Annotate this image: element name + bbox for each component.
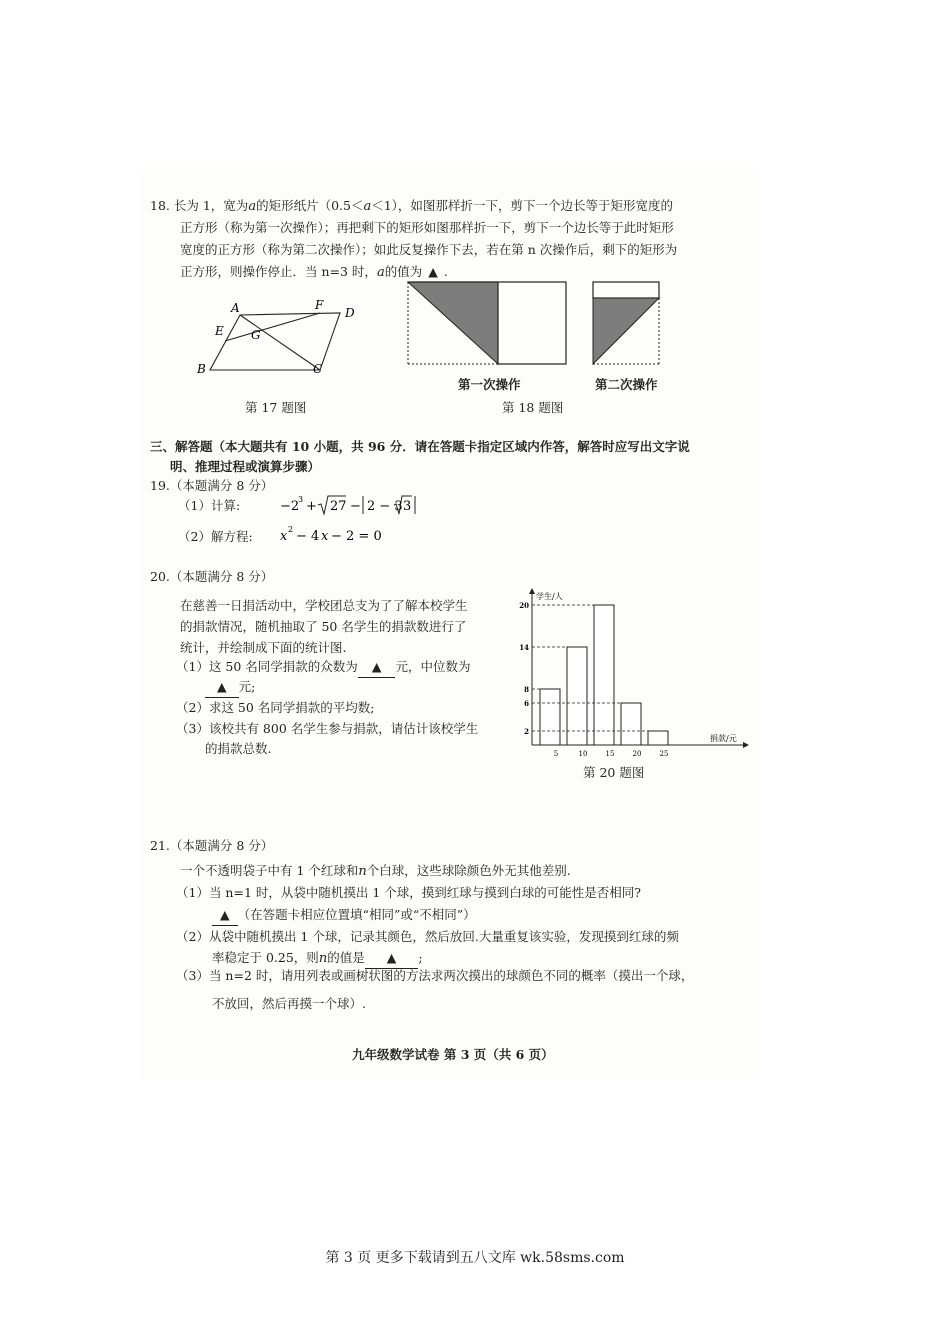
q18-line3: 宽度的正方形（称为第二次操作）；如此反复操作下去，若在第 n 次操作后，剩下的矩形为 [180,242,678,257]
svg-text:−2: −2 [280,499,300,514]
svg-text:2: 2 [288,525,294,534]
section3-line2: 明、推理过程或演算步骤） [170,459,321,474]
bar-25 [648,731,668,745]
q18-line4: 正方形，则操作停止．当 n=3 时，a的值为 ▲ . [180,262,448,283]
q20-part1: （1）这 50 名同学捐款的众数为 ▲ 元，中位数为 [176,657,470,678]
answer-blank: ▲ [422,262,444,283]
q20-intro1: 在慈善一日捐活动中，学校团总支为了了解本校学生 [180,598,468,613]
y-tick-label: 6 [524,699,529,708]
answer-blank: ▲ [358,657,396,678]
figure-18 [400,278,675,373]
q19-part1-label: （1）计算: [178,498,241,513]
q20-intro2: 的捐款情况，随机抽取了 50 名学生的捐款数进行了 [180,619,467,634]
first-operation-diagram [408,282,566,364]
q21-part3b: 不放回，然后再摸一个球）. [212,996,366,1011]
label-C: C [313,362,323,376]
bar-15 [594,605,614,745]
shaded-triangle-1 [408,282,498,364]
x-tick-label: 25 [659,750,669,758]
y-tick-label: 8 [524,685,529,694]
q20-part3b: 的捐款总数. [205,741,272,756]
label-E: E [215,324,224,338]
y-axis-arrow [529,588,535,594]
fig18-op2-label: 第二次操作 [595,377,658,392]
x-tick-label: 15 [605,750,615,758]
fig18-op1-label: 第一次操作 [458,377,521,392]
q20-part2: （2）求这 50 名同学捐款的平均数; [176,700,375,715]
svg-text:−: − [350,499,361,514]
rect-outline-2 [593,282,659,298]
y-tick-label: 14 [519,643,529,652]
q20-header: 20.（本题满分 8 分） [150,569,274,584]
q21-part2b: 率稳定于 0.25，则n的值是 ▲ ; [212,948,423,969]
x-tick-label: 5 [553,750,559,758]
q20-part1-cont: ▲ 元; [205,677,255,698]
label-G: G [251,328,261,342]
q19-part2-equation [278,523,388,547]
x-axis-arrow [743,742,749,748]
exam-page-footer: 九年级数学试卷 第 3 页（共 6 页） [352,1047,554,1062]
answer-blank: ▲ [205,677,239,698]
label-B: B [197,362,206,376]
q21-part3a: （3）当 n=2 时，请用列表或画树状图的方法求两次摸出的球颜色不同的概率（摸出一个球， [176,968,694,983]
fig17-caption: 第 17 题图 [245,400,307,415]
svg-text:2 − 3: 2 − 3 [367,499,403,514]
y-tick-label: 20 [519,601,529,610]
q21-part2a: （2）从袋中随机摸出 1 个球，记录其颜色，然后放回.大量重复该实验，发现摸到红球的频 [176,929,679,944]
shaded-triangle-2 [593,298,659,364]
second-operation-diagram [593,282,659,364]
q21-header: 21.（本题满分 8 分） [150,838,274,853]
rect-outline-1 [498,282,566,364]
figure-17 [185,295,375,385]
svg-text:− 2 = 0: − 2 = 0 [331,529,382,544]
q19-part1-expression [278,492,418,518]
x-tick-label: 10 [578,750,588,758]
fig20-caption: 第 20 题图 [583,765,645,780]
label-F: F [315,298,324,312]
svg-text:x: x [321,529,329,544]
y-tick-label: 2 [524,727,529,736]
q21-part1: （1）当 n=1 时，从袋中随机摸出 1 个球，摸到红球与摸到白球的可能性是否相同? [176,885,641,900]
section3-line1: 三、解答题（本大题共有 10 小题，共 96 分．请在答题卡指定区域内作答，解答时应写出文字说 [150,439,690,454]
answer-blank: ▲ [212,905,238,926]
q19-part2-label: （2）解方程: [178,529,253,544]
q21-part1-hint: ▲ （在答题卡相应位置填“相同”或“不相同”） [212,905,476,926]
bar-10 [567,647,587,745]
q19-header: 19.（本题满分 8 分） [150,478,274,493]
bar-20 [621,703,641,745]
label-D: D [345,306,355,320]
svg-text:27: 27 [330,499,347,514]
bar-5 [540,689,560,745]
segment-ac [240,315,320,370]
svg-text:3: 3 [298,495,304,504]
svg-text:3: 3 [403,499,412,514]
fig18-caption: 第 18 题图 [502,400,564,415]
q20-intro3: 统计，并绘制成下面的统计图. [180,640,347,655]
donation-bar-chart [510,585,755,760]
q20-part3a: （3）该校共有 800 名学生参与捐款，请估计该校学生 [176,721,479,736]
site-footer: 第 3 页 更多下载请到五八文库 wk.58sms.com [325,1250,625,1266]
x-axis-label: 捐款/元 [710,734,737,743]
y-axis-label: 学生/人 [536,592,563,601]
label-A: A [231,301,240,315]
q18-line2: 正方形（称为第一次操作）；再把剩下的矩形如图那样折一下，剪下一个边长等于此时矩形 [180,220,674,235]
svg-text:− 4: − 4 [296,529,320,544]
answer-blank: ▲ [365,948,419,969]
q21-intro: 一个不透明袋子中有 1 个红球和n个白球，这些球除颜色外无其他差别. [180,863,571,879]
q18-line1: 18. 长为 1，宽为a的矩形纸片（0.5＜a＜1），如图那样折一下，剪下一个边长等于矩形宽度的 [150,198,673,214]
svg-text:x: x [280,529,288,544]
svg-text:+: + [306,499,317,514]
x-tick-label: 20 [632,750,642,758]
